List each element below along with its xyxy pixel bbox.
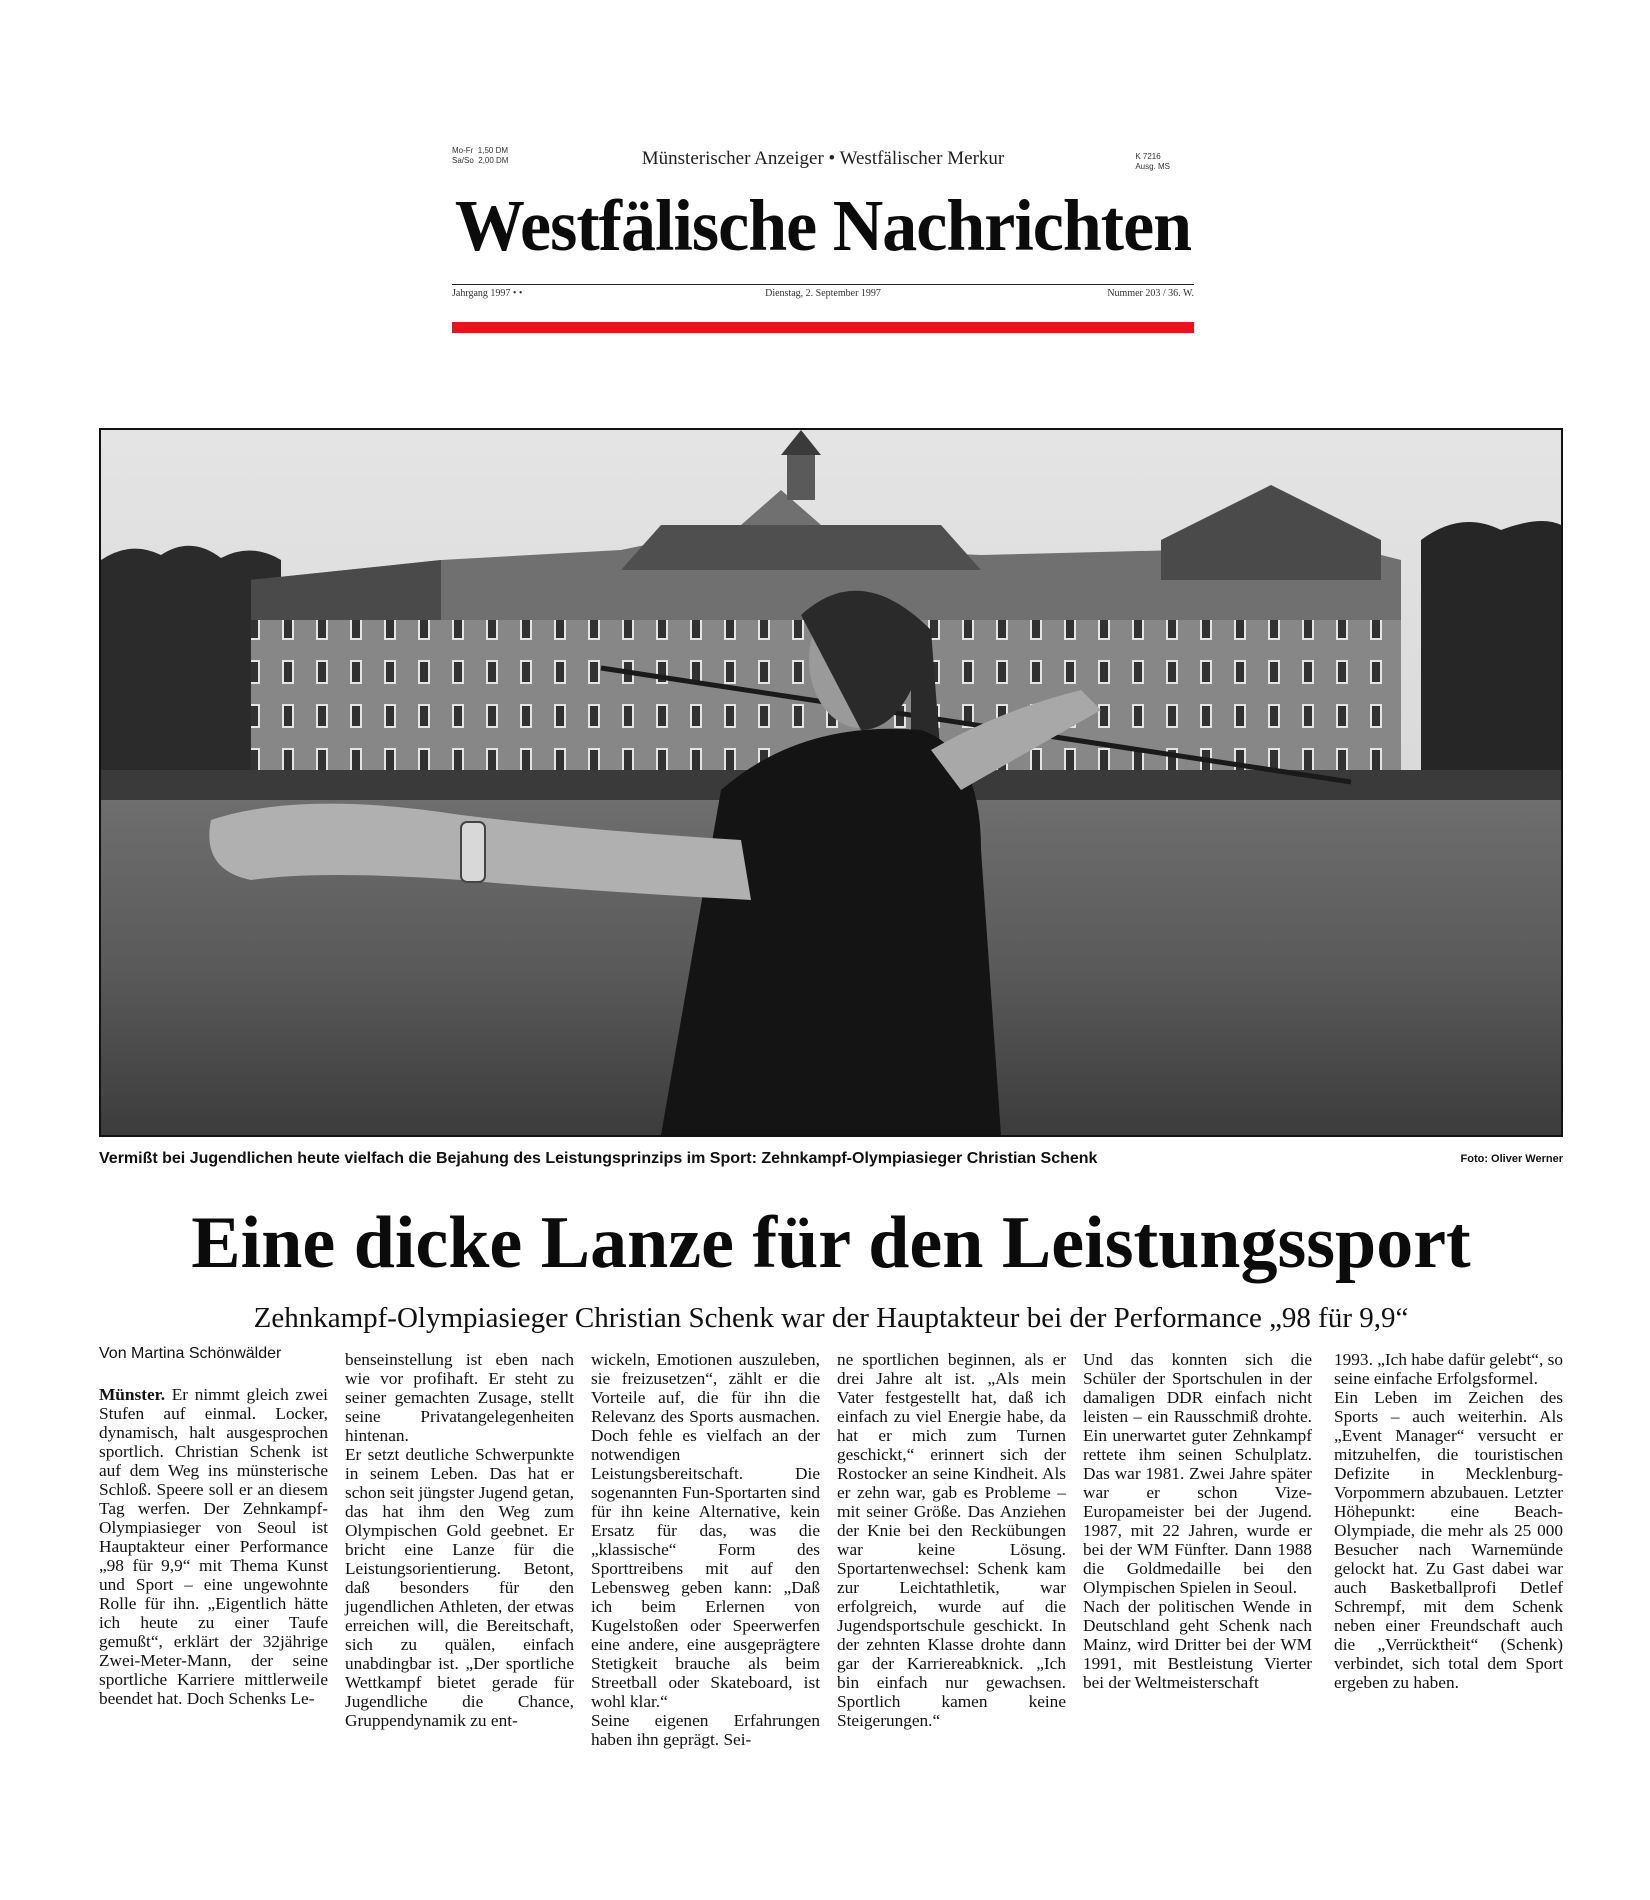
column-text: wickeln, Emotionen auszuleben, sie freizusetzen“, zählt er die Vorteile auf, die für ihn die Relevanz des Sports ausmachen. Doch fehle es vielfach an der notwendigen Leistungsbereitschaft. Die sogenannten Fun-Sportarten sind für ihn keine Alternative, kein Ersatz für das, was die „klassische“ Form des Sporttreibens mit auf den Lebensweg geben kann: „Daß ich beim Erlernen von Kugelstoßen oder Speerwerfen eine andere, eine ausgeprägtere Stetigkeit brauche als beim Streetball oder Skateboard, ist wohl klar.“ Seine eigenen Erfahrungen haben ihn geprägt. Sei- [591,1350,820,1749]
article-column-5 [1083,1350,1312,1692]
masthead-rule [452,284,1194,285]
newspaper-title: Westfälische Nachrichten [454,186,1192,267]
article-column-4 [837,1350,1066,1730]
dateline: Münster. [99,1385,166,1404]
sister-papers: Münsterischer Anzeiger • Westfälischer Merkur [641,148,1005,169]
column-text: 1993. „Ich habe dafür gelebt“, so seine einfache Erfolgsformel. Ein Leben im Zeichen des Sports – auch weiterhin. Als „Event Manager“ versucht er mitzuhelfen, die touristischen Defizite in Mecklenburg-Vorpommern abzubauen. Letzter Höhepunkt: eine Beach-Olympiade, die mehr als 25 000 Besucher nach Warnemünde gelockt hat. Zu Gast dabei war auch Basketballprofi Detlef Schrempf, mit dem Schenk neben einer Freundschaft auch die „Verrücktheit“ (Schenk) verbindet, sich total dem Sport ergeben zu haben. [1334,1350,1563,1692]
article-column-6 [1334,1350,1563,1692]
issue-date: Dienstag, 2. September 1997 [765,288,881,299]
volume-label: Jahrgang 1997 • • [452,288,523,299]
column-text: Er nimmt gleich zwei Stufen auf einmal. Locker, dynamisch, halt ausgesprochen sportlich. Christian Schenk ist auf dem Weg ins münsterische Schloß. Speere soll er an diesem Tag werfen. Der Zehnkampf-Olympiasieger von Seoul ist Hauptakteur einer Performance „98 für 9,9“ mit Thema Kunst und Sport – eine ungewohnte Rolle für ihn. „Eigentlich hätte ich heute zu einer Taufe gemußt“, erklärt der 32jährige Zwei-Meter-Mann, der seine sportliche Karriere mittlerweile beendet hat. Doch Schenks Le- [99,1385,328,1708]
article-column-3 [591,1350,820,1749]
column-text: Und das konnten sich die Schüler der Sportschulen in der damaligen DDR einfach nicht leisten – ein Rausschmiß drohte. Ein unerwartet guter Zehnkampf rettete ihm seinen Schulplatz. Das war 1981. Zwei Jahre später war er schon Vize-Europameister bei der Jugend. 1987, mit 22 Jahren, wurde er bei der WM Fünfter. Dann 1988 die Goldmedaille bei den Olympischen Spielen in Seoul. Nach der politischen Wende in Deutschland geht Schenk nach Mainz, wird Dritter bei der WM 1991, mit Bestleistung Vierter bei der Weltmeisterschaft [1083,1350,1312,1692]
postal-code: K 7216 Ausg. MS [1135,152,1170,171]
article-photo [99,428,1563,1137]
article-column-1 [99,1385,328,1708]
masthead [452,140,1194,340]
photo-caption: Vermißt bei Jugendlichen heute vielfach die Bejahung des Leistungsprinzips im Sport: Zehnkampf-Olympiasieger Christian Schenk [99,1150,1098,1167]
article-column-2 [345,1350,574,1730]
masthead-info-line [452,288,1194,302]
column-text: ne sportlichen beginnen, als er drei Jahre alt ist. „Als mein Vater festgestellt hat, daß ich einfach zu viel Energie habe, da hat er mich zum Turnen geschickt,“ erinnert sich der Rostocker an seine Kindheit. Als er zehn war, gab es Probleme – mit seiner Größe. Das Anziehen der Knie bei den Reckübungen war keine Lösung. Sportartenwechsel: Schenk kam zur Leichtathletik, war erfolgreich, wurde auf die Jugendsportschule geschickt. In der zehnten Klasse drohte dann gar der Karriereabknick. „Ich bin einfach nur gewachsen. Sportlich kamen keine Steigerungen.“ [837,1350,1066,1730]
price-info: Mo-Fr 1,50 DM Sa/So 2,00 DM [452,146,509,165]
photo-caption-line [99,1150,1563,1172]
article-subheadline: Zehnkampf-Olympiasieger Christian Schenk war der Hauptakteur bei der Performance „98 für 9,9“ [253,1302,1409,1334]
article-headline: Eine dicke Lanze für den Leistungssport [191,1202,1471,1284]
photo-illustration [101,430,1561,1135]
masthead-red-bar [452,322,1194,333]
column-text: benseinstellung ist eben nach wie vor profihaft. Er steht zu seiner gemachten Zusage, stellt seine Privatangelegenheiten hintenan. Er setzt deutliche Schwerpunkte in seinem Leben. Das hat er schon seit jüngster Jugend getan, das hat ihm den Weg zum Olympischen Gold geebnet. Er bricht eine Lanze für die Leistungsorientierung. Betont, daß besonders für den jugendlichen Athleten, der etwas erreichen will, die Bereitschaft, sich zu quälen, einfach unabdingbar ist. „Der sportliche Wettkampf bietet gerade für Jugendliche die Chance, Gruppendynamik zu ent- [345,1350,574,1730]
issue-number: Nummer 203 / 36. W. [1107,288,1194,299]
photo-credit: Foto: Oliver Werner [1460,1153,1563,1165]
article-byline: Von Martina Schönwälder [99,1345,282,1362]
